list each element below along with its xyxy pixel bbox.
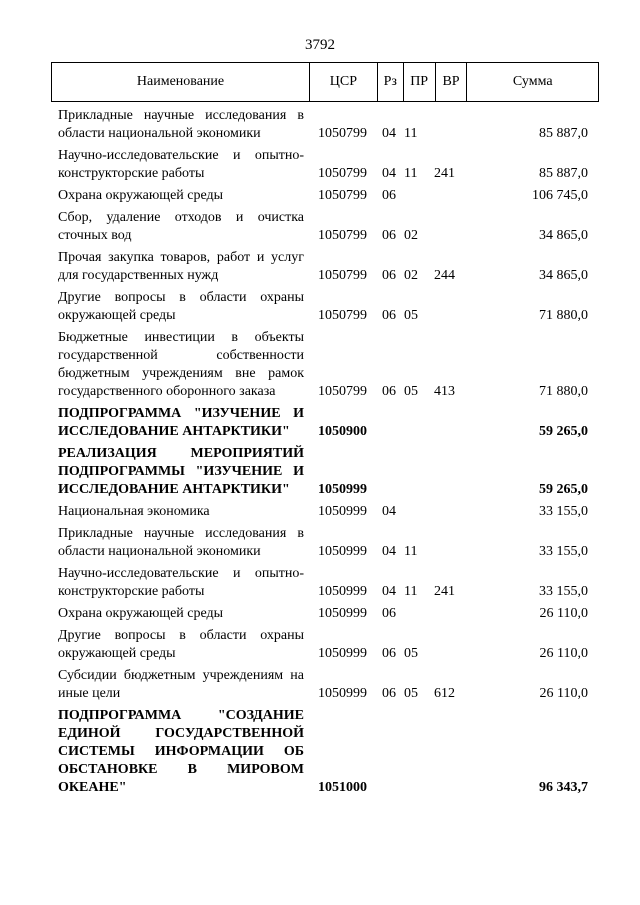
row-csr: 1050999 <box>318 606 367 621</box>
row-sum: 33 155,0 <box>539 504 588 519</box>
table-row <box>58 147 594 183</box>
table-row <box>58 405 594 441</box>
row-rz: 06 <box>382 228 396 243</box>
row-name: Другие вопросы в области охраны окружающей среды <box>58 628 304 661</box>
row-pr: 05 <box>404 686 418 701</box>
row-csr: 1050999 <box>318 646 367 661</box>
header-sum: Сумма <box>466 63 598 101</box>
row-sum: 71 880,0 <box>539 308 588 323</box>
row-name: ПОДПРОГРАММА "СОЗДАНИЕ ЕДИНОЙ ГОСУДАРСТВЕННОЙ СИСТЕМЫ ИНФОРМАЦИИ ОБ ОБСТАНОВКЕ В МИРОВОМ ОКЕАНЕ" <box>58 708 304 795</box>
row-csr: 1050799 <box>318 126 367 141</box>
row-rz: 04 <box>382 544 396 559</box>
header-name: Наименование <box>136 74 225 89</box>
row-pr: 11 <box>404 584 418 599</box>
row-sum: 33 155,0 <box>539 544 588 559</box>
row-pr: 02 <box>404 228 418 243</box>
row-csr: 1050799 <box>318 384 367 399</box>
row-sum: 26 110,0 <box>539 646 588 661</box>
row-csr: 1050799 <box>318 268 367 283</box>
row-vr: 244 <box>434 268 455 283</box>
row-sum: 59 265,0 <box>539 482 588 497</box>
row-sum: 106 745,0 <box>532 188 588 203</box>
row-pr: 11 <box>404 166 418 181</box>
row-sum: 34 865,0 <box>539 228 588 243</box>
row-sum: 85 887,0 <box>539 166 588 181</box>
row-pr: 05 <box>404 384 418 399</box>
row-csr: 1050799 <box>318 166 367 181</box>
row-rz: 06 <box>382 308 396 323</box>
row-name: Прочая закупка товаров, работ и услуг для государственных нужд <box>58 250 304 283</box>
table-row <box>58 627 594 663</box>
table-row <box>58 445 594 499</box>
row-rz: 04 <box>382 504 396 519</box>
row-name: ПОДПРОГРАММА "ИЗУЧЕНИЕ И ИССЛЕДОВАНИЕ АНТАРКТИКИ" <box>58 406 304 439</box>
table-header <box>51 62 599 102</box>
row-csr: 1050799 <box>318 308 367 323</box>
row-pr: 05 <box>404 646 418 661</box>
row-name: Национальная экономика <box>58 504 210 519</box>
row-csr: 1050999 <box>318 686 367 701</box>
row-name: Субсидии бюджетным учреждениям на иные цели <box>58 668 304 701</box>
table-row <box>58 605 594 623</box>
row-csr: 1050799 <box>318 188 367 203</box>
row-rz: 06 <box>382 646 396 661</box>
row-sum: 34 865,0 <box>539 268 588 283</box>
table-row <box>58 503 594 521</box>
table-row <box>58 187 594 205</box>
row-name: Научно-исследовательские и опытно-конструкторские работы <box>58 148 304 181</box>
row-sum: 33 155,0 <box>539 584 588 599</box>
row-name: Другие вопросы в области охраны окружающей среды <box>58 290 304 323</box>
table-row <box>58 565 594 601</box>
row-name: Бюджетные инвестиции в объекты государственной собственности бюджетным учреждениям вне рамок государственного оборонного заказа <box>58 330 304 399</box>
row-name: Охрана окружающей среды <box>58 606 224 621</box>
row-name: Научно-исследовательские и опытно-конструкторские работы <box>58 566 304 599</box>
header-rz: Рз <box>377 63 403 101</box>
header-pr: ПР <box>403 63 435 101</box>
row-csr: 1050799 <box>318 228 367 243</box>
row-csr: 1051000 <box>318 780 367 795</box>
row-rz: 06 <box>382 188 396 203</box>
row-rz: 06 <box>382 268 396 283</box>
row-rz: 06 <box>382 384 396 399</box>
table-row <box>58 329 594 401</box>
row-name: Охрана окружающей среды <box>58 188 224 203</box>
row-vr: 413 <box>434 384 455 399</box>
header-csr: ЦСР <box>309 63 377 101</box>
table-row <box>58 209 594 245</box>
row-sum: 85 887,0 <box>539 126 588 141</box>
row-pr: 02 <box>404 268 418 283</box>
row-sum: 26 110,0 <box>539 686 588 701</box>
header-vr: ВР <box>435 63 467 101</box>
row-sum: 71 880,0 <box>539 384 588 399</box>
table-row <box>58 107 594 143</box>
row-rz: 06 <box>382 606 396 621</box>
row-vr: 241 <box>434 166 455 181</box>
row-vr: 241 <box>434 584 455 599</box>
row-csr: 1050999 <box>318 584 367 599</box>
row-sum: 59 265,0 <box>539 424 588 439</box>
table-body <box>58 107 594 801</box>
row-csr: 1050999 <box>318 482 367 497</box>
table-row <box>58 525 594 561</box>
row-name: Сбор, удаление отходов и очистка сточных вод <box>58 210 304 243</box>
row-csr: 1050900 <box>318 424 367 439</box>
table-row <box>58 249 594 285</box>
table-row <box>58 289 594 325</box>
row-pr: 05 <box>404 308 418 323</box>
row-rz: 04 <box>382 126 396 141</box>
row-sum: 96 343,7 <box>539 780 588 795</box>
table-row <box>58 667 594 703</box>
row-name: РЕАЛИЗАЦИЯ МЕРОПРИЯТИЙ ПОДПРОГРАММЫ "ИЗУЧЕНИЕ И ИССЛЕДОВАНИЕ АНТАРКТИКИ" <box>58 446 304 497</box>
row-csr: 1050999 <box>318 544 367 559</box>
row-rz: 06 <box>382 686 396 701</box>
row-pr: 11 <box>404 544 418 559</box>
row-pr: 11 <box>404 126 418 141</box>
row-vr: 612 <box>434 686 455 701</box>
row-sum: 26 110,0 <box>539 606 588 621</box>
row-name: Прикладные научные исследования в области национальной экономики <box>58 526 304 559</box>
table-row <box>58 707 594 797</box>
row-rz: 04 <box>382 166 396 181</box>
row-csr: 1050999 <box>318 504 367 519</box>
row-rz: 04 <box>382 584 396 599</box>
page-number: 3792 <box>305 37 335 53</box>
row-name: Прикладные научные исследования в области национальной экономики <box>58 108 304 141</box>
